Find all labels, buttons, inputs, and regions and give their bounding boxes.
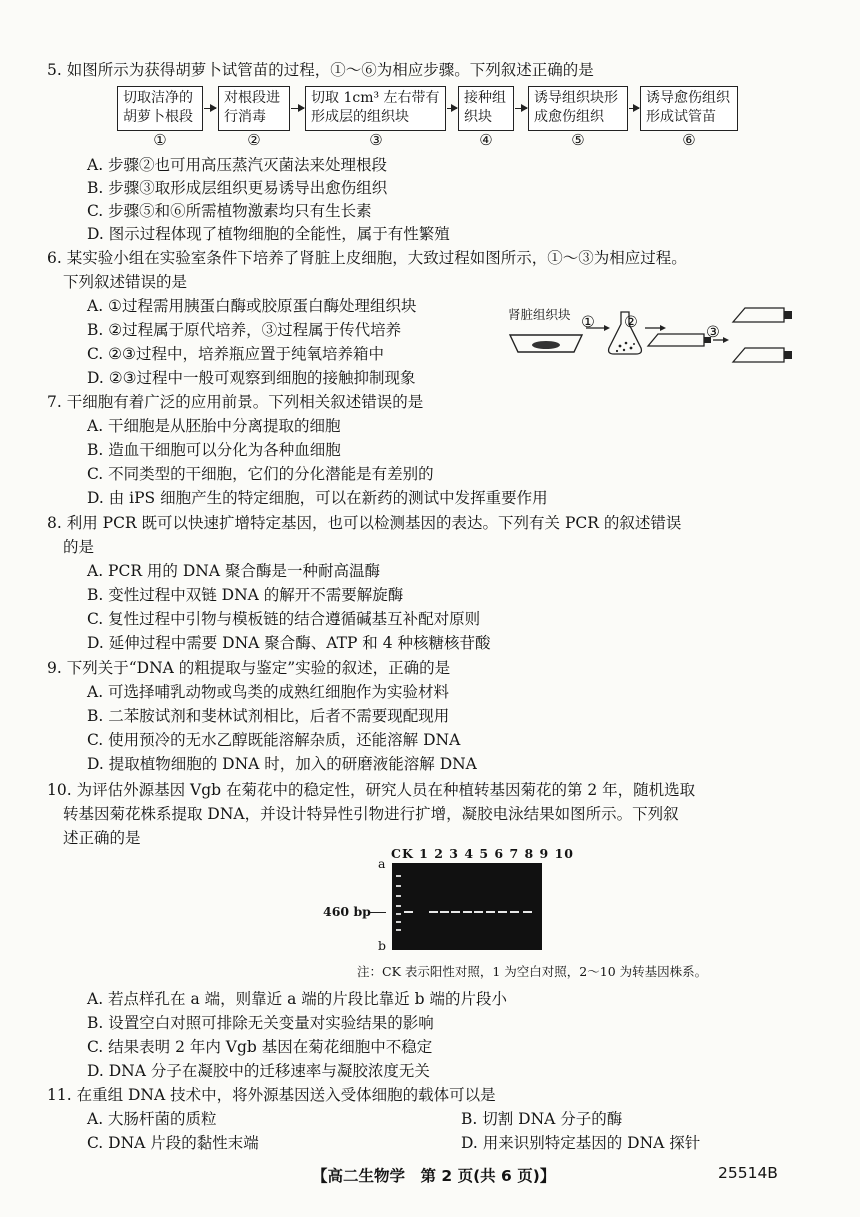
ladder-band: [396, 875, 401, 877]
gel-marker-arrow: [370, 912, 386, 913]
q10-option-b: B. 设置空白对照可排除无关变量对实验结果的影响: [87, 1014, 434, 1032]
q5-step-5-num: ⑤: [571, 131, 585, 149]
q5-option-d: D. 图示过程体现了植物细胞的全能性，属于有性繁殖: [87, 225, 450, 243]
q11-option-c: C. DNA 片段的黏性末端: [87, 1134, 259, 1152]
q5-option-a: A. 步骤②也可用高压蒸汽灭菌法来处理根段: [87, 156, 388, 174]
gel-end-a: a: [378, 856, 386, 871]
gel-band-lane-4: [451, 911, 460, 913]
ladder-band: [396, 913, 401, 915]
q7-option-d: D. 由 iPS 细胞产生的特定细胞，可以在新药的测试中发挥重要作用: [87, 489, 548, 507]
gel-band-lane-6: [474, 911, 483, 913]
q10-stem-line1: 10. 为评估外源基因 Vgb 在菊花中的稳定性，研究人员在种植转基因菊花的第 2 年，随机选取: [47, 781, 696, 799]
q9-option-b: B. 二苯胺试剂和斐林试剂相比，后者不需要现配现用: [87, 707, 450, 725]
q5-step-4-line1: 接种组: [464, 90, 506, 106]
gel-band-ck: [404, 911, 413, 913]
q10-option-a: A. 若点样孔在 a 端，则靠近 a 端的片段比靠近 b 端的片段小: [87, 990, 508, 1008]
q10-option-d: D. DNA 分子在凝胶中的迁移速率与凝胶浓度无关: [87, 1062, 430, 1080]
culture-bottle-icon: [733, 308, 784, 322]
q10-option-c: C. 结果表明 2 年内 Vgb 基因在菊花细胞中不稳定: [87, 1038, 433, 1056]
tissue-block-icon: [532, 341, 560, 349]
q11-stem: 11. 在重组 DNA 技术中，将外源基因送入受体细胞的载体可以是: [47, 1086, 496, 1104]
culture-bottle-icon: [648, 334, 704, 346]
q6-marker-2: ②: [624, 313, 638, 331]
q10-stem-line3: 述正确的是: [63, 829, 141, 847]
q8-stem-line2: 的是: [63, 538, 95, 556]
q11-option-a: A. 大肠杆菌的质粒: [87, 1110, 217, 1128]
q5-step-1-line1: 切取洁净的: [123, 90, 193, 106]
q6-stem-line2: 下列叙述错误的是: [63, 273, 188, 291]
q10-stem-line2: 转基因菊花株系提取 DNA，并设计特异性引物进行扩增，凝胶电泳结果如图所示。下列叙: [63, 805, 679, 823]
q9-option-d: D. 提取植物细胞的 DNA 时，加入的研磨液能溶解 DNA: [87, 755, 477, 773]
gel-band-lane-8: [498, 911, 507, 913]
q5-step-5-line1: 诱导组织块形: [534, 90, 618, 106]
gel-band-lane-3: [440, 911, 449, 913]
q5-step-3: [305, 86, 446, 131]
q5-arrow-4: [515, 108, 527, 109]
q6-option-c: C. ②③过程中，培养瓶应置于纯氧培养箱中: [87, 345, 384, 363]
q10-figure-note: 注：CK 表示阳性对照，1 为空白对照，2～10 为转基因株系。: [357, 964, 708, 979]
gel-band-lane-9: [510, 911, 519, 913]
q5-step-6-line1: 诱导愈伤组织: [646, 90, 730, 106]
q8-option-d: D. 延伸过程中需要 DNA 聚合酶、ATP 和 4 种核糖核苷酸: [87, 634, 491, 652]
exam-code: 25514B: [718, 1164, 778, 1182]
q5-stem: 5. 如图所示为获得胡萝卜试管苗的过程，①～⑥为相应步骤。下列叙述正确的是: [47, 61, 594, 79]
q7-option-b: B. 造血干细胞可以分化为各种血细胞: [87, 441, 341, 459]
ladder-band: [396, 895, 401, 897]
q6-stem-line1: 6. 某实验小组在实验室条件下培养了肾脏上皮细胞，大致过程如图所示，①～③为相应过程。: [47, 249, 687, 267]
q5-arrow-1: [204, 108, 216, 109]
q5-step-6-num: ⑥: [682, 131, 696, 149]
q9-option-c: C. 使用预冷的无水乙醇既能溶解杂质，还能溶解 DNA: [87, 731, 461, 749]
q9-option-a: A. 可选择哺乳动物或鸟类的成熟红细胞作为实验材料: [87, 683, 450, 701]
q5-option-c: C. 步骤⑤和⑥所需植物激素均只有生长素: [87, 202, 372, 220]
q5-step-6-line2: 形成试管苗: [646, 109, 716, 125]
q8-option-c: C. 复性过程中引物与模板链的结合遵循碱基互补配对原则: [87, 610, 481, 628]
q5-step-1: [117, 86, 203, 131]
q8-stem-line1: 8. 利用 PCR 既可以快速扩增特定基因，也可以检测基因的表达。下列有关 PCR 的叙述错误: [47, 514, 682, 532]
q5-arrow-2: [291, 108, 304, 109]
q5-step-1-line2: 胡萝卜根段: [123, 109, 193, 125]
q5-step-3-line1: 切取 1cm³ 左右带有: [311, 90, 440, 106]
q9-stem: 9. 下列关于“DNA 的粗提取与鉴定”实验的叙述，正确的是: [47, 659, 451, 677]
gel-electrophoresis-image: [392, 863, 542, 950]
q5-step-4-line2: 织块: [464, 109, 492, 125]
q11-option-d: D. 用来识别特定基因的 DNA 探针: [461, 1134, 701, 1152]
q11-option-b: B. 切割 DNA 分子的酶: [461, 1110, 623, 1128]
q6-marker-1: ①: [581, 313, 595, 331]
ladder-band: [396, 905, 401, 907]
page-footer: 【高二生物学 第 2 页(共 6 页)】: [312, 1167, 556, 1185]
q5-step-2-line1: 对根段进: [224, 90, 280, 106]
culture-bottle-icon: [733, 348, 784, 362]
q5-step-2: [218, 86, 290, 131]
q8-option-b: B. 变性过程中双链 DNA 的解开不需要解旋酶: [87, 586, 404, 604]
q7-option-a: A. 干细胞是从胚胎中分离提取的细胞: [87, 417, 341, 435]
q5-option-b: B. 步骤③取形成层组织更易诱导出愈伤组织: [87, 179, 388, 197]
q6-option-b: B. ②过程属于原代培养，③过程属于传代培养: [87, 321, 402, 339]
q6-marker-3: ③: [706, 323, 720, 341]
gel-band-lane-10: [523, 911, 532, 913]
gel-marker-label: 460 bp: [323, 904, 371, 919]
q8-option-a: A. PCR 用的 DNA 聚合酶是一种耐高温酶: [87, 562, 380, 580]
q5-arrow-5: [629, 108, 639, 109]
gel-band-lane-5: [463, 911, 472, 913]
q7-stem: 7. 干细胞有着广泛的应用前景。下列相关叙述错误的是: [47, 393, 424, 411]
ladder-band: [396, 929, 401, 931]
q5-step-3-num: ③: [369, 131, 383, 149]
q5-step-1-num: ①: [153, 131, 167, 149]
gel-band-lane-7: [486, 911, 495, 913]
q5-arrow-3: [447, 108, 457, 109]
q5-step-2-line2: 行消毒: [224, 109, 266, 125]
q5-step-5-line2: 成愈伤组织: [534, 109, 604, 125]
ladder-band: [396, 921, 401, 923]
q6-option-a: A. ①过程需用胰蛋白酶或胶原蛋白酶处理组织块: [87, 297, 417, 315]
ladder-band: [396, 885, 401, 887]
q5-step-5: [528, 86, 628, 131]
q5-step-6: [640, 86, 738, 131]
q5-step-3-line2: 形成层的组织块: [311, 109, 409, 125]
q6-option-d: D. ②③过程中一般可观察到细胞的接触抑制现象: [87, 369, 416, 387]
q5-step-4: [458, 86, 514, 131]
gel-end-b: b: [378, 938, 387, 953]
q6-figure-label: 肾脏组织块: [508, 307, 571, 322]
gel-lane-labels: CK 1 2 3 4 5 6 7 8 9 10: [391, 846, 575, 861]
gel-band-lane-2: [429, 911, 438, 913]
q5-step-4-num: ④: [479, 131, 493, 149]
q6-culture-figure: [508, 300, 808, 380]
q5-step-2-num: ②: [247, 131, 261, 149]
q7-option-c: C. 不同类型的干细胞，它们的分化潜能是有差别的: [87, 465, 434, 483]
